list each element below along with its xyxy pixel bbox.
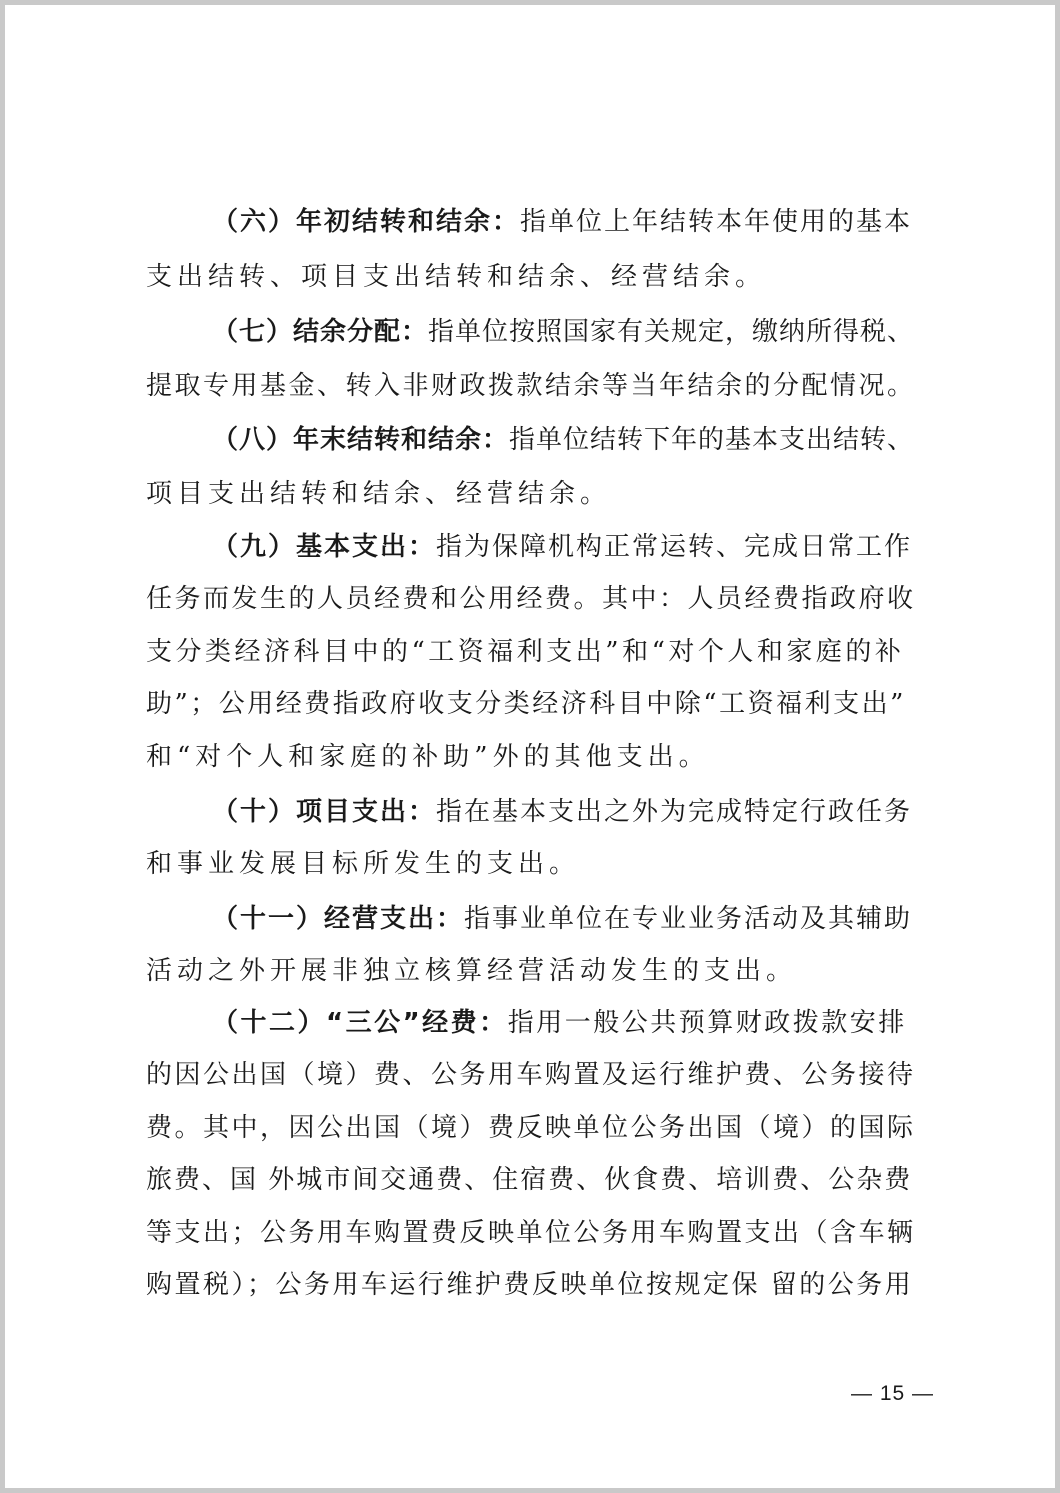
paragraph-12-first-line [212, 1003, 907, 1043]
paragraph-9-first-line [212, 527, 912, 567]
line-text: 指单位结转下年的基本支出结转、 [509, 425, 915, 455]
paragraph-6-line: 支出结转、项目支出结转和结余、经营结余。 [146, 262, 767, 292]
line-text: 指事业单位在专业业务活动及其辅助 [464, 904, 913, 934]
paragraph-11-first-line [212, 899, 912, 939]
document-page [5, 5, 1055, 1488]
line-text: 指用一般公共预算财政拨款安排 [507, 1008, 907, 1038]
paragraph-9-line: 助”；公用经费指政府收支分类经济科目中除“工资福利支出” [146, 689, 906, 719]
paragraph-9-line: 和“对个人和家庭的补助”外的其他支出。 [146, 742, 710, 772]
paragraph-12-line: 的因公出国（境）费、公务用车购置及运行维护费、公务接待 [146, 1060, 916, 1090]
term-heading: （十二）“三公”经费： [212, 1008, 508, 1038]
paragraph-12-line: 购置税）；公务用车运行维护费反映单位按规定保 留的公务用 [146, 1270, 914, 1300]
term-heading: （六）年初结转和结余： [212, 207, 521, 237]
paragraph-9-line: 任务而发生的人员经费和公用经费。其中：人员经费指政府收 [146, 584, 916, 614]
line-text: 指单位按照国家有关规定，缴纳所得税、 [428, 317, 915, 347]
line-text: 指为保障机构正常运转、完成日常工作 [436, 532, 913, 562]
paragraph-8-line: 项目支出结转和结余、经营结余。 [146, 479, 612, 509]
paragraph-7-line: 提取专用基金、转入非财政拨款结余等当年结余的分配情况。 [146, 371, 916, 401]
term-heading: （八）年末结转和结余： [212, 425, 510, 455]
paragraph-10-first-line [212, 792, 912, 832]
term-heading: （七）结余分配： [212, 317, 429, 347]
paragraph-7-first-line [212, 312, 914, 352]
page-number: — 15 — [851, 1382, 935, 1405]
paragraph-12-line: 旅费、国 外城市间交通费、住宿费、伙食费、培训费、公杂费 [146, 1165, 913, 1195]
term-heading: （九）基本支出： [212, 532, 437, 562]
paragraph-10-line: 和事业发展目标所发生的支出。 [146, 849, 581, 879]
line-text: 指单位上年结转本年使用的基本 [520, 207, 913, 237]
paragraph-8-first-line [212, 420, 914, 460]
paragraph-11-line: 活动之外开展非独立核算经营活动发生的支出。 [146, 956, 798, 986]
paragraph-6-first-line [212, 202, 912, 242]
line-text: 指在基本支出之外为完成特定行政任务 [436, 797, 913, 827]
paragraph-12-line: 费。其中，因公出国（境）费反映单位公务出国（境）的国际 [146, 1113, 916, 1143]
paragraph-12-line: 等支出；公务用车购置费反映单位公务用车购置支出（含车辆 [146, 1218, 916, 1248]
term-heading: （十一）经营支出： [212, 904, 465, 934]
term-heading: （十）项目支出： [212, 797, 437, 827]
paragraph-9-line: 支分类经济科目中的“工资福利支出”和“对个人和家庭的补 [146, 637, 905, 667]
